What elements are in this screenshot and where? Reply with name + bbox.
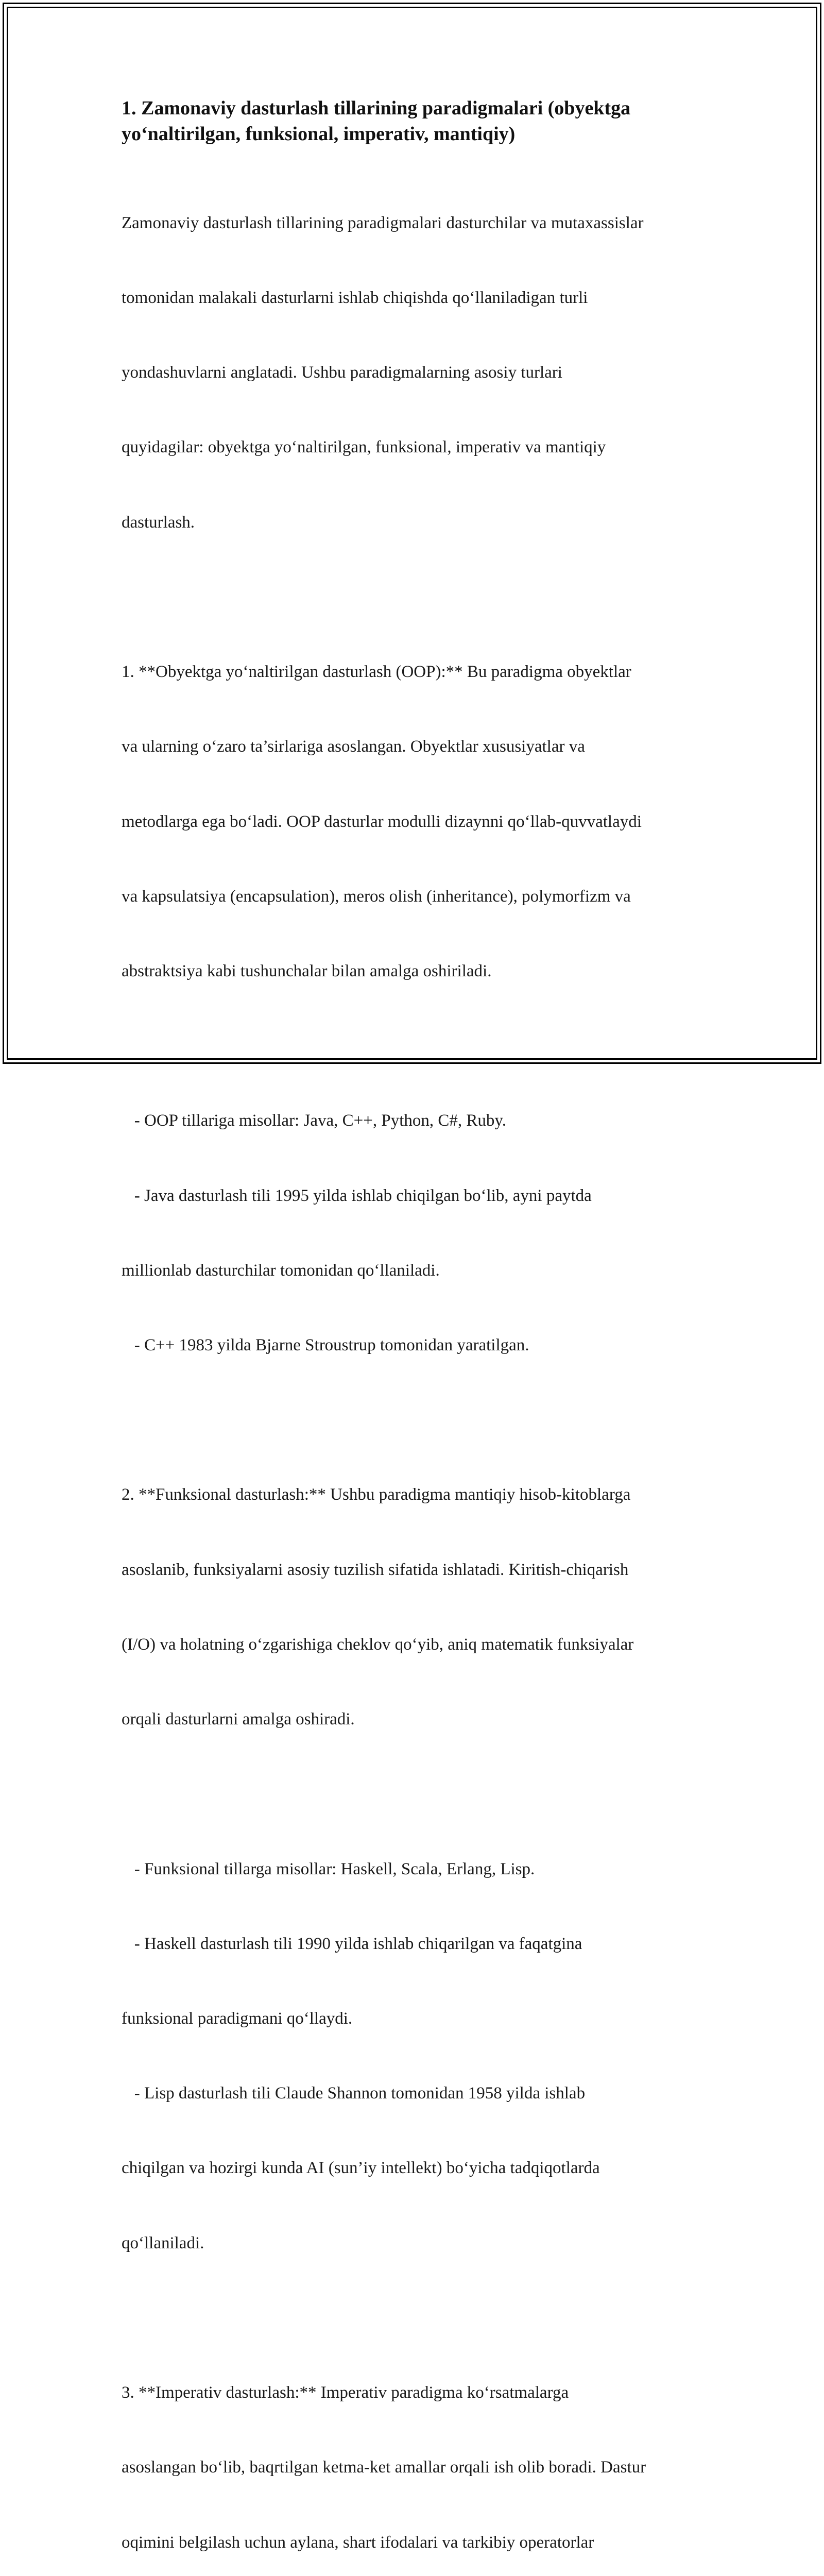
- blank-line: [122, 2306, 714, 2330]
- text-line: oqimini belgilash uchun aylana, shart ifodalari va tarkibiy operatorlar: [122, 2533, 594, 2552]
- functional-examples-list: [122, 1807, 714, 2306]
- imperative-paragraph: [122, 2330, 714, 2576]
- text-line: va kapsulatsiya (encapsulation), meros olish (inheritance), polymorfizm va: [122, 887, 631, 906]
- blank-line: [122, 1033, 714, 1058]
- list-item: millionlab dasturchilar tomonidan qo‘llaniladi.: [122, 1261, 440, 1280]
- oop-paragraph: [122, 609, 714, 1033]
- intro-paragraph: [122, 161, 714, 585]
- text-line: 1. **Obyektga yo‘naltirilgan dasturlash (OOP):** Bu paradigma obyektlar: [122, 663, 631, 682]
- list-item: - Haskell dasturlash tili 1990 yilda ishlab chiqarilgan va faqatgina: [122, 1934, 582, 1953]
- list-item: chiqilgan va hozirgi kunda AI (sun’iy intellekt) bo‘yicha tadqiqotlarda: [122, 2159, 600, 2178]
- text-line: 2. **Funksional dasturlash:** Ushbu paradigma mantiqiy hisob-kitoblarga: [122, 1485, 631, 1504]
- heading-line: 1. Zamonaviy dasturlash tillarining paradigmalari (obyektga: [122, 97, 631, 119]
- list-item: - OOP tillariga misollar: Java, C++, Python, C#, Ruby.: [122, 1111, 506, 1130]
- list-item: - Java dasturlash tili 1995 yilda ishlab chiqilgan bo‘lib, ayni paytda: [122, 1186, 592, 1205]
- text-line: yondashuvlarni anglatadi. Ushbu paradigmalarning asosiy turlari: [122, 363, 562, 382]
- text-line: metodlarga ega bo‘ladi. OOP dasturlar modulli dizaynni qo‘llab-quvvatlaydi: [122, 812, 642, 831]
- text-line: quyidagilar: obyektga yo‘naltirilgan, funksional, imperativ va mantiqiy: [122, 438, 606, 457]
- functional-paragraph: [122, 1433, 714, 1782]
- list-item: qo‘llaniladi.: [122, 2233, 204, 2252]
- text-line: asoslanib, funksiyalarni asosiy tuzilish sifatida ishlatadi. Kiritish-chiqarish: [122, 1560, 629, 1579]
- blank-line: [122, 1782, 714, 1806]
- text-line: dasturlash.: [122, 513, 195, 532]
- text-line: Zamonaviy dasturlash tillarining paradigmalari dasturchilar va mutaxassislar: [122, 213, 644, 232]
- text-line: orqali dasturlarni amalga oshiradi.: [122, 1710, 355, 1729]
- text-line: va ularning o‘zaro ta’sirlariga asoslangan. Obyektlar xususiyatlar va: [122, 737, 585, 756]
- list-item: funksional paradigmani qo‘llaydi.: [122, 2009, 353, 2028]
- blank-line: [122, 585, 714, 609]
- list-item: - Lisp dasturlash tili Claude Shannon tomonidan 1958 yilda ishlab: [122, 2084, 586, 2103]
- text-line: abstraktsiya kabi tushunchalar bilan amalga oshiriladi.: [122, 961, 492, 980]
- text-line: tomonidan malakali dasturlarni ishlab chiqishda qo‘llaniladigan turli: [122, 289, 588, 308]
- document-content: [122, 95, 714, 2576]
- text-line: (I/O) va holatning o‘zgarishiga cheklov qo‘yib, aniq matematik funksiyalar: [122, 1635, 634, 1654]
- heading-line: yo‘naltirilgan, funksional, imperativ, mantiqiy): [122, 123, 516, 145]
- list-item: - C++ 1983 yilda Bjarne Stroustrup tomonidan yaratilgan.: [122, 1336, 529, 1355]
- section-heading: [122, 95, 714, 147]
- text-line: 3. **Imperativ dasturlash:** Imperativ paradigma ko‘rsatmalarga: [122, 2383, 569, 2402]
- blank-line: [122, 1408, 714, 1432]
- text-line: asoslangan bo‘lib, baqrtilgan ketma-ket amallar orqali ish olib boradi. Dastur: [122, 2458, 646, 2477]
- oop-examples-list: [122, 1059, 714, 1408]
- list-item: - Funksional tillarga misollar: Haskell, Scala, Erlang, Lisp.: [122, 1859, 535, 1878]
